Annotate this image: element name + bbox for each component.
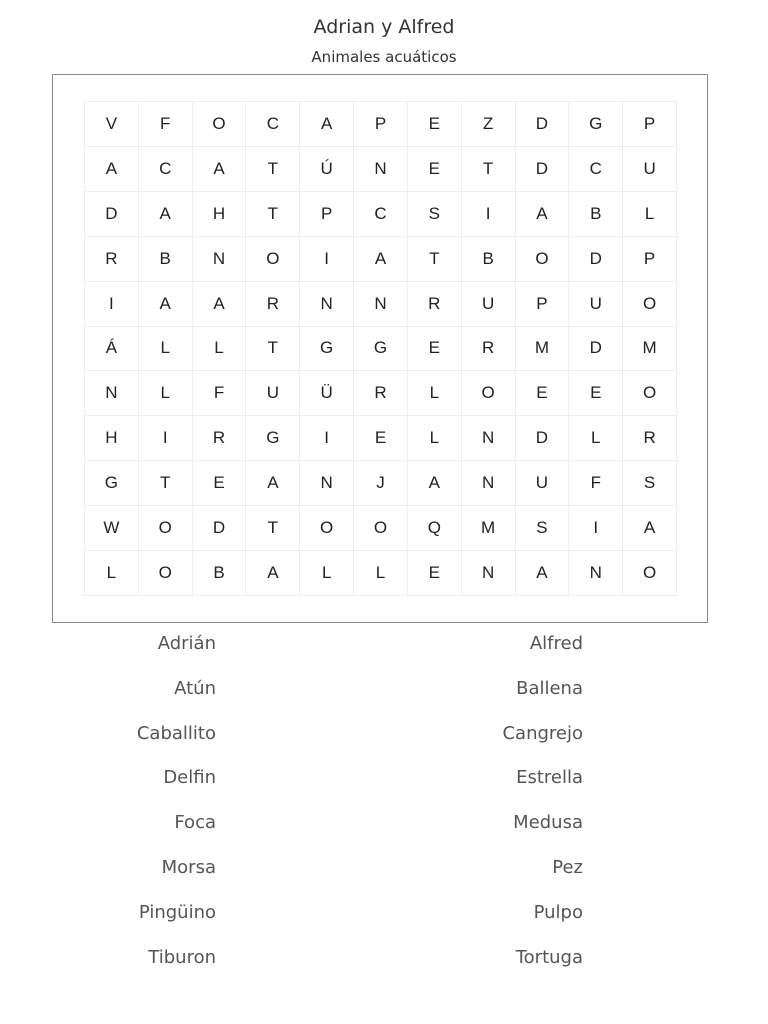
- word-list-item: Tiburon: [148, 946, 216, 968]
- grid-cell[interactable]: D: [569, 237, 622, 281]
- grid-cell[interactable]: Ü: [300, 371, 353, 415]
- grid-cell[interactable]: N: [300, 461, 353, 505]
- grid-cell[interactable]: Z: [462, 102, 515, 146]
- grid-cell[interactable]: T: [408, 237, 461, 281]
- grid-cell[interactable]: S: [408, 192, 461, 236]
- grid-cell[interactable]: D: [516, 147, 569, 191]
- grid-cell[interactable]: E: [408, 147, 461, 191]
- grid-cell[interactable]: I: [462, 192, 515, 236]
- grid-cell[interactable]: G: [246, 416, 299, 460]
- grid-cell[interactable]: U: [246, 371, 299, 415]
- word-list-item: Tortuga: [515, 946, 583, 968]
- grid-cell[interactable]: O: [139, 506, 192, 550]
- grid-cell[interactable]: O: [300, 506, 353, 550]
- grid-cell[interactable]: B: [569, 192, 622, 236]
- grid-cell[interactable]: G: [300, 327, 353, 371]
- grid-cell[interactable]: Q: [408, 506, 461, 550]
- grid-cell[interactable]: N: [462, 461, 515, 505]
- grid-cell[interactable]: L: [408, 416, 461, 460]
- grid-cell[interactable]: A: [85, 147, 138, 191]
- grid-cell[interactable]: T: [246, 147, 299, 191]
- grid-cell[interactable]: U: [462, 282, 515, 326]
- grid-cell[interactable]: C: [354, 192, 407, 236]
- grid-cell[interactable]: D: [516, 102, 569, 146]
- grid-cell[interactable]: N: [569, 551, 622, 595]
- grid-cell[interactable]: R: [246, 282, 299, 326]
- grid-cell[interactable]: R: [354, 371, 407, 415]
- grid-cell[interactable]: Ú: [300, 147, 353, 191]
- grid-cell[interactable]: N: [462, 551, 515, 595]
- page-subtitle: Animales acuáticos: [311, 48, 457, 66]
- grid-cell[interactable]: P: [516, 282, 569, 326]
- grid-cell[interactable]: O: [193, 102, 246, 146]
- grid-cell[interactable]: L: [139, 371, 192, 415]
- word-list-item: Cangrejo: [502, 722, 583, 744]
- grid-cell[interactable]: B: [139, 237, 192, 281]
- grid-cell[interactable]: O: [623, 371, 676, 415]
- grid-cell[interactable]: N: [354, 147, 407, 191]
- grid-cell[interactable]: C: [569, 147, 622, 191]
- word-list-item: Pez: [552, 857, 583, 878]
- grid-cell[interactable]: F: [139, 102, 192, 146]
- grid-cell[interactable]: E: [408, 551, 461, 595]
- grid-cell[interactable]: A: [246, 551, 299, 595]
- grid-cell[interactable]: C: [139, 147, 192, 191]
- grid-cell[interactable]: V: [85, 102, 138, 146]
- grid-cell[interactable]: T: [139, 461, 192, 505]
- grid-cell[interactable]: C: [246, 102, 299, 146]
- grid-cell[interactable]: A: [408, 461, 461, 505]
- grid-cell[interactable]: A: [193, 282, 246, 326]
- word-list-item: Morsa: [161, 857, 216, 878]
- grid-cell[interactable]: R: [623, 416, 676, 460]
- grid-cell[interactable]: R: [193, 416, 246, 460]
- grid-cell[interactable]: G: [569, 102, 622, 146]
- grid-cell[interactable]: N: [300, 282, 353, 326]
- grid-cell[interactable]: O: [246, 237, 299, 281]
- grid-cell[interactable]: A: [139, 192, 192, 236]
- grid-cell[interactable]: H: [193, 192, 246, 236]
- grid-cell[interactable]: W: [85, 506, 138, 550]
- grid-cell[interactable]: O: [139, 551, 192, 595]
- grid-cell[interactable]: E: [408, 102, 461, 146]
- grid-cell[interactable]: L: [139, 327, 192, 371]
- grid-cell[interactable]: E: [193, 461, 246, 505]
- grid-cell[interactable]: I: [85, 282, 138, 326]
- grid-cell[interactable]: F: [193, 371, 246, 415]
- word-list-item: Atún: [174, 677, 216, 699]
- grid-cell[interactable]: M: [462, 506, 515, 550]
- grid-cell[interactable]: S: [623, 461, 676, 505]
- grid-cell[interactable]: R: [408, 282, 461, 326]
- grid-cell[interactable]: T: [246, 192, 299, 236]
- grid-cell[interactable]: T: [246, 327, 299, 371]
- word-list-item: Pulpo: [533, 901, 583, 923]
- grid-cell[interactable]: P: [623, 102, 676, 146]
- grid-cell[interactable]: M: [623, 327, 676, 371]
- word-list-item: Medusa: [513, 812, 583, 834]
- grid-cell[interactable]: N: [354, 282, 407, 326]
- grid-cell[interactable]: P: [623, 237, 676, 281]
- grid-cell[interactable]: T: [462, 147, 515, 191]
- grid-cell[interactable]: L: [193, 327, 246, 371]
- grid-cell[interactable]: A: [516, 551, 569, 595]
- grid-cell[interactable]: I: [300, 237, 353, 281]
- grid-cell[interactable]: L: [354, 551, 407, 595]
- grid-cell[interactable]: S: [516, 506, 569, 550]
- grid-cell[interactable]: B: [193, 551, 246, 595]
- grid-cell[interactable]: Á: [85, 327, 138, 371]
- grid-cell[interactable]: L: [408, 371, 461, 415]
- grid-cell[interactable]: D: [569, 327, 622, 371]
- grid-cell[interactable]: G: [85, 461, 138, 505]
- grid-cell[interactable]: G: [354, 327, 407, 371]
- grid-cell[interactable]: J: [354, 461, 407, 505]
- grid-cell[interactable]: L: [85, 551, 138, 595]
- word-list-item: Foca: [174, 812, 216, 834]
- word-list-item: Ballena: [516, 677, 583, 699]
- word-list-item: Delfin: [163, 767, 216, 789]
- page-title: Adrian y Alfred: [313, 16, 455, 38]
- grid-cell[interactable]: H: [85, 416, 138, 460]
- grid-cell[interactable]: N: [462, 416, 515, 460]
- grid-cell[interactable]: I: [300, 416, 353, 460]
- grid-cell[interactable]: L: [569, 416, 622, 460]
- grid-cell[interactable]: T: [246, 506, 299, 550]
- word-list-item: Adrián: [157, 633, 216, 654]
- grid-cell[interactable]: B: [462, 237, 515, 281]
- grid-cell[interactable]: M: [516, 327, 569, 371]
- word-list-item: Pingüino: [138, 901, 216, 923]
- grid-cell[interactable]: A: [300, 102, 353, 146]
- grid-cell[interactable]: P: [300, 192, 353, 236]
- grid-cell[interactable]: O: [462, 371, 515, 415]
- word-list-item: Alfred: [529, 633, 583, 654]
- grid-cell[interactable]: L: [300, 551, 353, 595]
- grid-cell[interactable]: I: [569, 506, 622, 550]
- grid-cell[interactable]: E: [516, 371, 569, 415]
- grid-cell[interactable]: A: [623, 506, 676, 550]
- grid-cell[interactable]: R: [462, 327, 515, 371]
- grid-cell[interactable]: F: [569, 461, 622, 505]
- grid-cell[interactable]: D: [193, 506, 246, 550]
- grid-cell[interactable]: I: [139, 416, 192, 460]
- grid-cell[interactable]: O: [354, 506, 407, 550]
- grid-cell[interactable]: E: [354, 416, 407, 460]
- grid-cell[interactable]: A: [139, 282, 192, 326]
- grid-cell[interactable]: A: [354, 237, 407, 281]
- grid-cell[interactable]: N: [193, 237, 246, 281]
- grid-cell[interactable]: U: [623, 147, 676, 191]
- grid-cell[interactable]: E: [408, 327, 461, 371]
- grid-cell[interactable]: U: [569, 282, 622, 326]
- grid-cell[interactable]: A: [516, 192, 569, 236]
- grid-cell[interactable]: U: [516, 461, 569, 505]
- letter-grid: [84, 101, 677, 596]
- grid-cell[interactable]: O: [516, 237, 569, 281]
- grid-cell[interactable]: D: [516, 416, 569, 460]
- word-list-item: Caballito: [136, 722, 216, 744]
- grid-cell[interactable]: A: [193, 147, 246, 191]
- grid-cell[interactable]: O: [623, 551, 676, 595]
- grid-cell[interactable]: R: [85, 237, 138, 281]
- grid-cell[interactable]: N: [85, 371, 138, 415]
- grid-cell[interactable]: E: [569, 371, 622, 415]
- grid-cell[interactable]: O: [623, 282, 676, 326]
- grid-cell[interactable]: L: [623, 192, 676, 236]
- grid-cell[interactable]: P: [354, 102, 407, 146]
- grid-cell[interactable]: A: [246, 461, 299, 505]
- grid-cell[interactable]: D: [85, 192, 138, 236]
- word-list-item: Estrella: [516, 767, 583, 789]
